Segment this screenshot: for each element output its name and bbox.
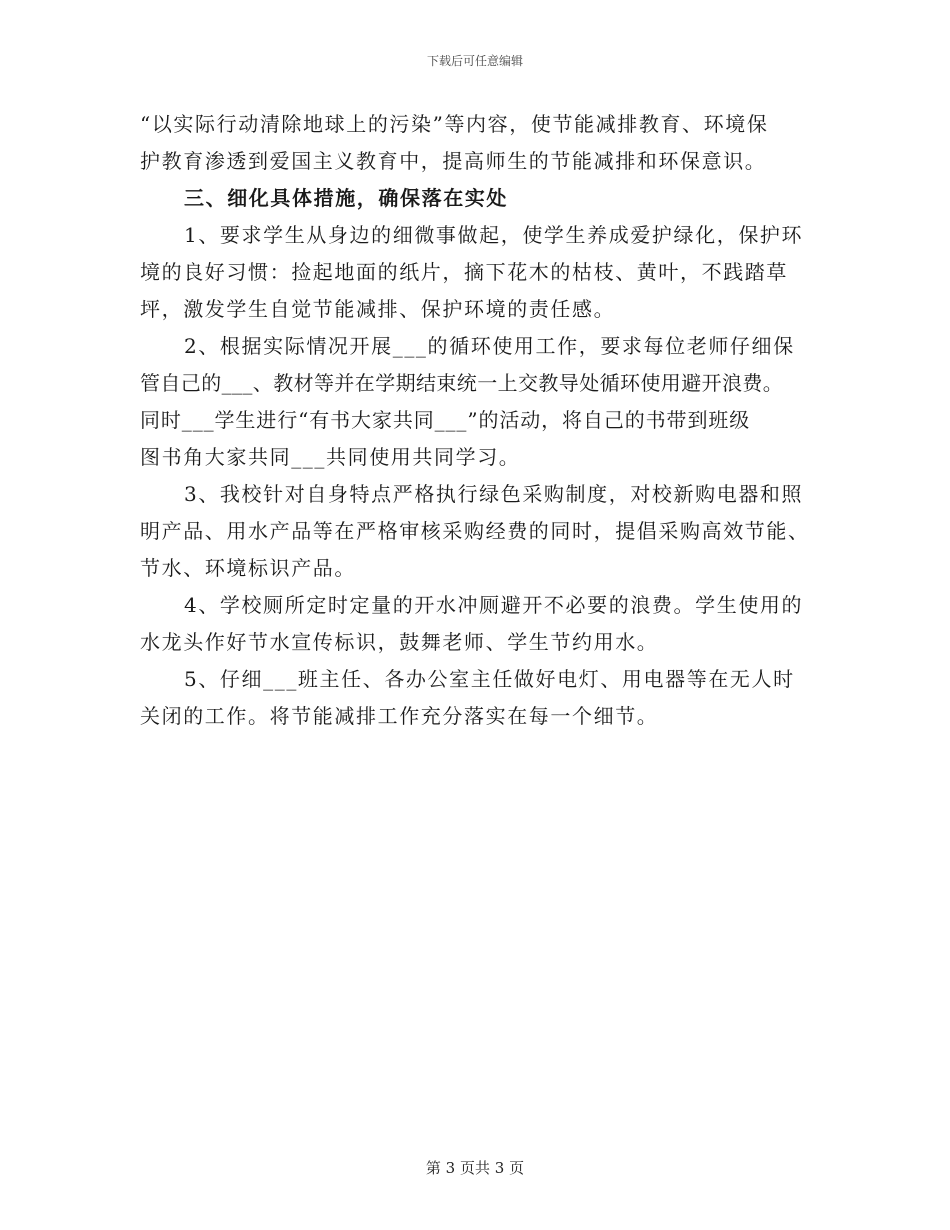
- page-header: 下载后可任意编辑: [426, 54, 523, 68]
- body-line: 1、要求学生从身边的细微事做起，使学生养成爱护绿化，保护环: [184, 223, 804, 247]
- document-body: [140, 106, 830, 735]
- body-line: 管自己的___、教材等并在学期结束统一上交教导处循环使用避开浪费。: [140, 371, 784, 395]
- body-line: 水龙头作好节水宣传标识，鼓舞老师、学生节约用水。: [140, 630, 659, 654]
- body-line: 2、根据实际情况开展___的循环使用工作，要求每位老师仔细保: [184, 334, 795, 358]
- body-line: 图书角大家共同___共同使用共同学习。: [140, 445, 521, 469]
- body-line: 3、我校针对自身特点严格执行绿色采购制度，对校新购电器和照: [184, 482, 804, 506]
- body-line: 关闭的工作。将节能减排工作充分落实在每一个细节。: [140, 704, 659, 728]
- body-line: 明产品、用水产品等在严格审核采购经费的同时，提倡采购高效节能、: [140, 519, 810, 543]
- body-line: 节水、环境标识产品。: [140, 556, 356, 580]
- section-heading: 三、细化具体措施，确保落在实处: [184, 186, 508, 210]
- body-line: 4、学校厕所定时定量的开水冲厕避开不必要的浪费。学生使用的: [184, 593, 804, 617]
- body-line: 同时___学生进行“有书大家共同___”的活动，将自己的书带到班级: [140, 408, 751, 432]
- body-line: 5、仔细___班主任、各办公室主任做好电灯、用电器等在无人时: [184, 667, 795, 691]
- body-line: 坪，激发学生自觉节能减排、保护环境的责任感。: [140, 297, 616, 321]
- body-line: 护教育渗透到爱国主义教育中，提高师生的节能减排和环保意识。: [140, 149, 767, 173]
- page-footer: 第 3 页共 3 页: [425, 1159, 525, 1177]
- body-line: “以实际行动清除地球上的污染”等内容，使节能减排教育、环境保: [140, 112, 769, 136]
- body-line: 境的良好习惯：捡起地面的纸片，摘下花木的枯枝、黄叶，不践踏草: [140, 260, 788, 284]
